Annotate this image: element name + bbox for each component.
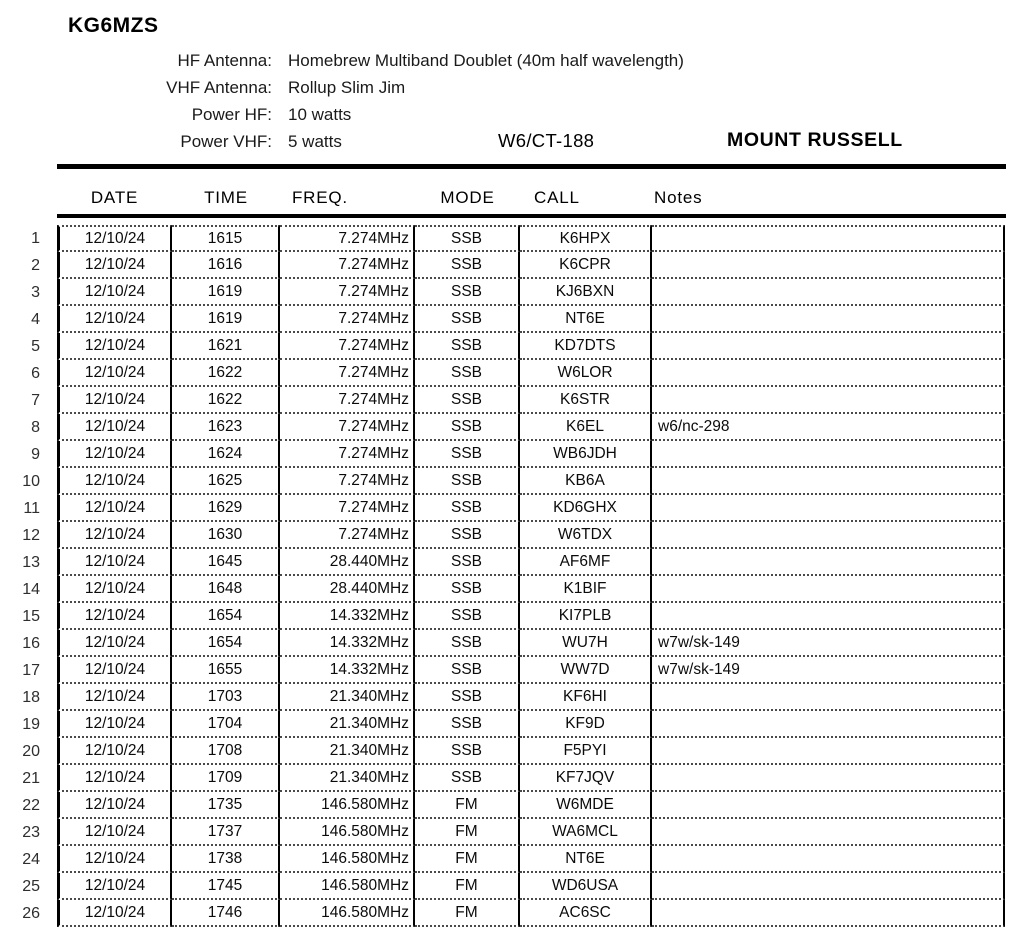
log-table [0,225,1024,927]
date-cell: 12/10/24 [57,360,172,387]
freq-cell: 14.332MHz [280,630,415,657]
date-cell: 12/10/24 [57,738,172,765]
row-number: 1 [31,229,40,247]
row-number: 18 [22,688,40,706]
row-number: 10 [22,472,40,490]
freq-cell: 146.580MHz [280,792,415,819]
freq-cell: 146.580MHz [280,819,415,846]
freq-cell: 14.332MHz [280,603,415,630]
table-row [0,603,1024,630]
call-cell: WU7H [520,630,652,657]
call-cell: KF7JQV [520,765,652,792]
mode-cell: SSB [415,549,520,576]
table-row [0,495,1024,522]
row-number: 6 [31,364,40,382]
freq-cell: 7.274MHz [280,522,415,549]
table-row [0,765,1024,792]
notes-cell [652,738,1005,765]
table-row [0,252,1024,279]
notes-cell [652,225,1005,252]
time-cell: 1630 [172,522,280,549]
time-cell: 1623 [172,414,280,441]
table-row [0,873,1024,900]
row-number: 7 [31,391,40,409]
row-number: 15 [22,607,40,625]
mode-cell: FM [415,846,520,873]
mode-cell: SSB [415,360,520,387]
notes-cell: w6/nc-298 [652,414,1005,441]
row-number: 14 [22,580,40,598]
call-cell: KF9D [520,711,652,738]
mode-cell: SSB [415,603,520,630]
date-cell: 12/10/24 [57,306,172,333]
mode-cell: FM [415,819,520,846]
time-cell: 1746 [172,900,280,927]
hf-antenna-label: HF Antenna: [177,51,272,70]
notes-cell [652,495,1005,522]
mode-cell: SSB [415,495,520,522]
row-number: 19 [22,715,40,733]
time-cell: 1745 [172,873,280,900]
date-cell: 12/10/24 [57,279,172,306]
date-cell: 12/10/24 [57,819,172,846]
table-row [0,630,1024,657]
time-cell: 1629 [172,495,280,522]
mode-cell: SSB [415,252,520,279]
mode-cell: SSB [415,306,520,333]
notes-cell [652,846,1005,873]
date-cell: 12/10/24 [57,225,172,252]
call-cell: K6HPX [520,225,652,252]
call-cell: K6STR [520,387,652,414]
row-number: 3 [31,283,40,301]
call-cell: KB6A [520,468,652,495]
notes-cell [652,468,1005,495]
date-cell: 12/10/24 [57,414,172,441]
row-number: 23 [22,823,40,841]
mode-cell: SSB [415,684,520,711]
call-cell: KJ6BXN [520,279,652,306]
date-cell: 12/10/24 [57,333,172,360]
call-cell: K6CPR [520,252,652,279]
date-cell: 12/10/24 [57,495,172,522]
time-cell: 1645 [172,549,280,576]
freq-cell: 28.440MHz [280,576,415,603]
call-cell: WW7D [520,657,652,684]
freq-cell: 146.580MHz [280,846,415,873]
call-cell: KI7PLB [520,603,652,630]
power-hf-label: Power HF: [191,105,272,124]
table-row [0,306,1024,333]
table-row [0,549,1024,576]
table-row [0,657,1024,684]
time-cell: 1625 [172,468,280,495]
table-row [0,522,1024,549]
time-cell: 1709 [172,765,280,792]
mode-cell: FM [415,900,520,927]
table-row [0,738,1024,765]
date-cell: 12/10/24 [57,441,172,468]
freq-cell: 7.274MHz [280,441,415,468]
freq-cell: 7.274MHz [280,360,415,387]
call-column-header: CALL [534,187,580,207]
time-cell: 1619 [172,306,280,333]
freq-cell: 7.274MHz [280,252,415,279]
table-row [0,711,1024,738]
date-cell: 12/10/24 [57,684,172,711]
table-row [0,414,1024,441]
time-cell: 1654 [172,630,280,657]
notes-cell [652,900,1005,927]
time-cell: 1616 [172,252,280,279]
notes-cell [652,765,1005,792]
table-row [0,360,1024,387]
call-cell: K1BIF [520,576,652,603]
time-cell: 1655 [172,657,280,684]
date-cell: 12/10/24 [57,765,172,792]
notes-cell [652,252,1005,279]
mode-cell: SSB [415,711,520,738]
power-vhf-value: 5 watts [288,132,342,151]
freq-cell: 7.274MHz [280,414,415,441]
call-cell: WB6JDH [520,441,652,468]
vhf-antenna-row [0,74,1024,101]
hf-antenna-row [0,47,1024,74]
mode-cell: SSB [415,657,520,684]
notes-cell [652,387,1005,414]
date-cell: 12/10/24 [57,603,172,630]
hf-antenna-value: Homebrew Multiband Doublet (40m half wavelength) [288,51,684,70]
date-cell: 12/10/24 [57,630,172,657]
time-cell: 1621 [172,333,280,360]
notes-cell [652,549,1005,576]
time-cell: 1619 [172,279,280,306]
call-cell: KD6GHX [520,495,652,522]
row-number: 5 [31,337,40,355]
mode-cell: SSB [415,333,520,360]
mode-cell: SSB [415,630,520,657]
table-row [0,684,1024,711]
notes-column-header: Notes [654,187,703,207]
power-vhf-label: Power VHF: [180,132,272,151]
date-cell: 12/10/24 [57,792,172,819]
date-cell: 12/10/24 [57,576,172,603]
call-cell: WD6USA [520,873,652,900]
table-row [0,225,1024,252]
row-number: 24 [22,850,40,868]
date-cell: 12/10/24 [57,522,172,549]
call-cell: W6TDX [520,522,652,549]
freq-cell: 7.274MHz [280,306,415,333]
time-cell: 1738 [172,846,280,873]
mode-cell: SSB [415,387,520,414]
notes-cell [652,441,1005,468]
date-cell: 12/10/24 [57,711,172,738]
freq-cell: 146.580MHz [280,873,415,900]
row-number: 11 [23,499,40,517]
date-cell: 12/10/24 [57,387,172,414]
freq-cell: 7.274MHz [280,279,415,306]
time-cell: 1654 [172,603,280,630]
table-row [0,900,1024,927]
row-number: 21 [22,769,40,787]
notes-cell [652,873,1005,900]
vhf-antenna-label: VHF Antenna: [166,78,272,97]
mode-cell: SSB [415,468,520,495]
table-row [0,576,1024,603]
notes-cell [652,306,1005,333]
freq-cell: 7.274MHz [280,495,415,522]
date-cell: 12/10/24 [57,873,172,900]
call-cell: F5PYI [520,738,652,765]
mode-cell: FM [415,792,520,819]
freq-cell: 21.340MHz [280,765,415,792]
date-cell: 12/10/24 [57,900,172,927]
summit-reference: W6/CT-188 [498,130,595,151]
call-cell: NT6E [520,306,652,333]
summit-name: MOUNT RUSSELL [727,129,903,151]
power-hf-value: 10 watts [288,105,352,124]
time-cell: 1622 [172,387,280,414]
row-number: 20 [22,742,40,760]
call-cell: NT6E [520,846,652,873]
notes-cell [652,603,1005,630]
call-cell: WA6MCL [520,819,652,846]
table-row [0,333,1024,360]
time-cell: 1615 [172,225,280,252]
notes-cell [652,576,1005,603]
mode-cell: FM [415,873,520,900]
freq-cell: 146.580MHz [280,900,415,927]
call-cell: KD7DTS [520,333,652,360]
time-cell: 1708 [172,738,280,765]
freq-cell: 21.340MHz [280,684,415,711]
freq-cell: 7.274MHz [280,225,415,252]
call-cell: KF6HI [520,684,652,711]
row-number: 9 [31,445,40,463]
row-number: 17 [22,661,40,679]
freq-cell: 7.274MHz [280,387,415,414]
time-cell: 1737 [172,819,280,846]
table-row [0,468,1024,495]
row-number-header-spacer [0,208,57,214]
notes-cell: w7w/sk-149 [652,657,1005,684]
table-row [0,846,1024,873]
row-number: 12 [22,526,40,544]
notes-cell [652,711,1005,738]
time-cell: 1622 [172,360,280,387]
date-cell: 12/10/24 [57,252,172,279]
notes-cell [652,360,1005,387]
freq-cell: 28.440MHz [280,549,415,576]
mode-cell: SSB [415,738,520,765]
date-cell: 12/10/24 [57,549,172,576]
call-cell: K6EL [520,414,652,441]
notes-cell [652,684,1005,711]
mode-cell: SSB [415,576,520,603]
mode-column-header: MODE [440,187,495,207]
call-cell: W6MDE [520,792,652,819]
date-cell: 12/10/24 [57,468,172,495]
table-row [0,819,1024,846]
mode-cell: SSB [415,522,520,549]
table-top-rule [57,214,1006,219]
call-cell: AC6SC [520,900,652,927]
freq-cell: 7.274MHz [280,333,415,360]
freq-cell: 7.274MHz [280,468,415,495]
time-cell: 1704 [172,711,280,738]
mode-cell: SSB [415,414,520,441]
row-number: 4 [31,310,40,328]
table-row [0,279,1024,306]
date-cell: 12/10/24 [57,846,172,873]
notes-cell: w7w/sk-149 [652,630,1005,657]
mode-cell: SSB [415,765,520,792]
mode-cell: SSB [415,441,520,468]
call-cell: W6LOR [520,360,652,387]
time-cell: 1624 [172,441,280,468]
freq-cell: 14.332MHz [280,657,415,684]
freq-cell: 21.340MHz [280,711,415,738]
notes-cell [652,279,1005,306]
power-hf-row [0,101,1024,128]
row-number: 13 [22,553,40,571]
mode-cell: SSB [415,225,520,252]
header [0,0,1024,155]
notes-cell [652,792,1005,819]
row-number: 8 [31,418,40,436]
operator-callsign: KG6MZS [68,14,159,37]
freq-column-header: FREQ. [292,187,348,207]
table-row [0,387,1024,414]
column-headers [0,169,1024,214]
row-number: 26 [22,904,40,922]
table-row [0,792,1024,819]
time-cell: 1648 [172,576,280,603]
notes-cell [652,819,1005,846]
notes-cell [652,522,1005,549]
mode-cell: SSB [415,279,520,306]
freq-cell: 21.340MHz [280,738,415,765]
row-number: 25 [22,877,40,895]
vhf-antenna-value: Rollup Slim Jim [288,78,406,97]
row-number: 16 [22,634,40,652]
time-cell: 1703 [172,684,280,711]
time-cell: 1735 [172,792,280,819]
call-cell: AF6MF [520,549,652,576]
date-column-header: DATE [90,187,139,207]
row-number: 22 [22,796,40,814]
notes-cell [652,333,1005,360]
time-column-header: TIME [204,187,248,207]
row-number: 2 [31,256,40,274]
table-row [0,441,1024,468]
date-cell: 12/10/24 [57,657,172,684]
